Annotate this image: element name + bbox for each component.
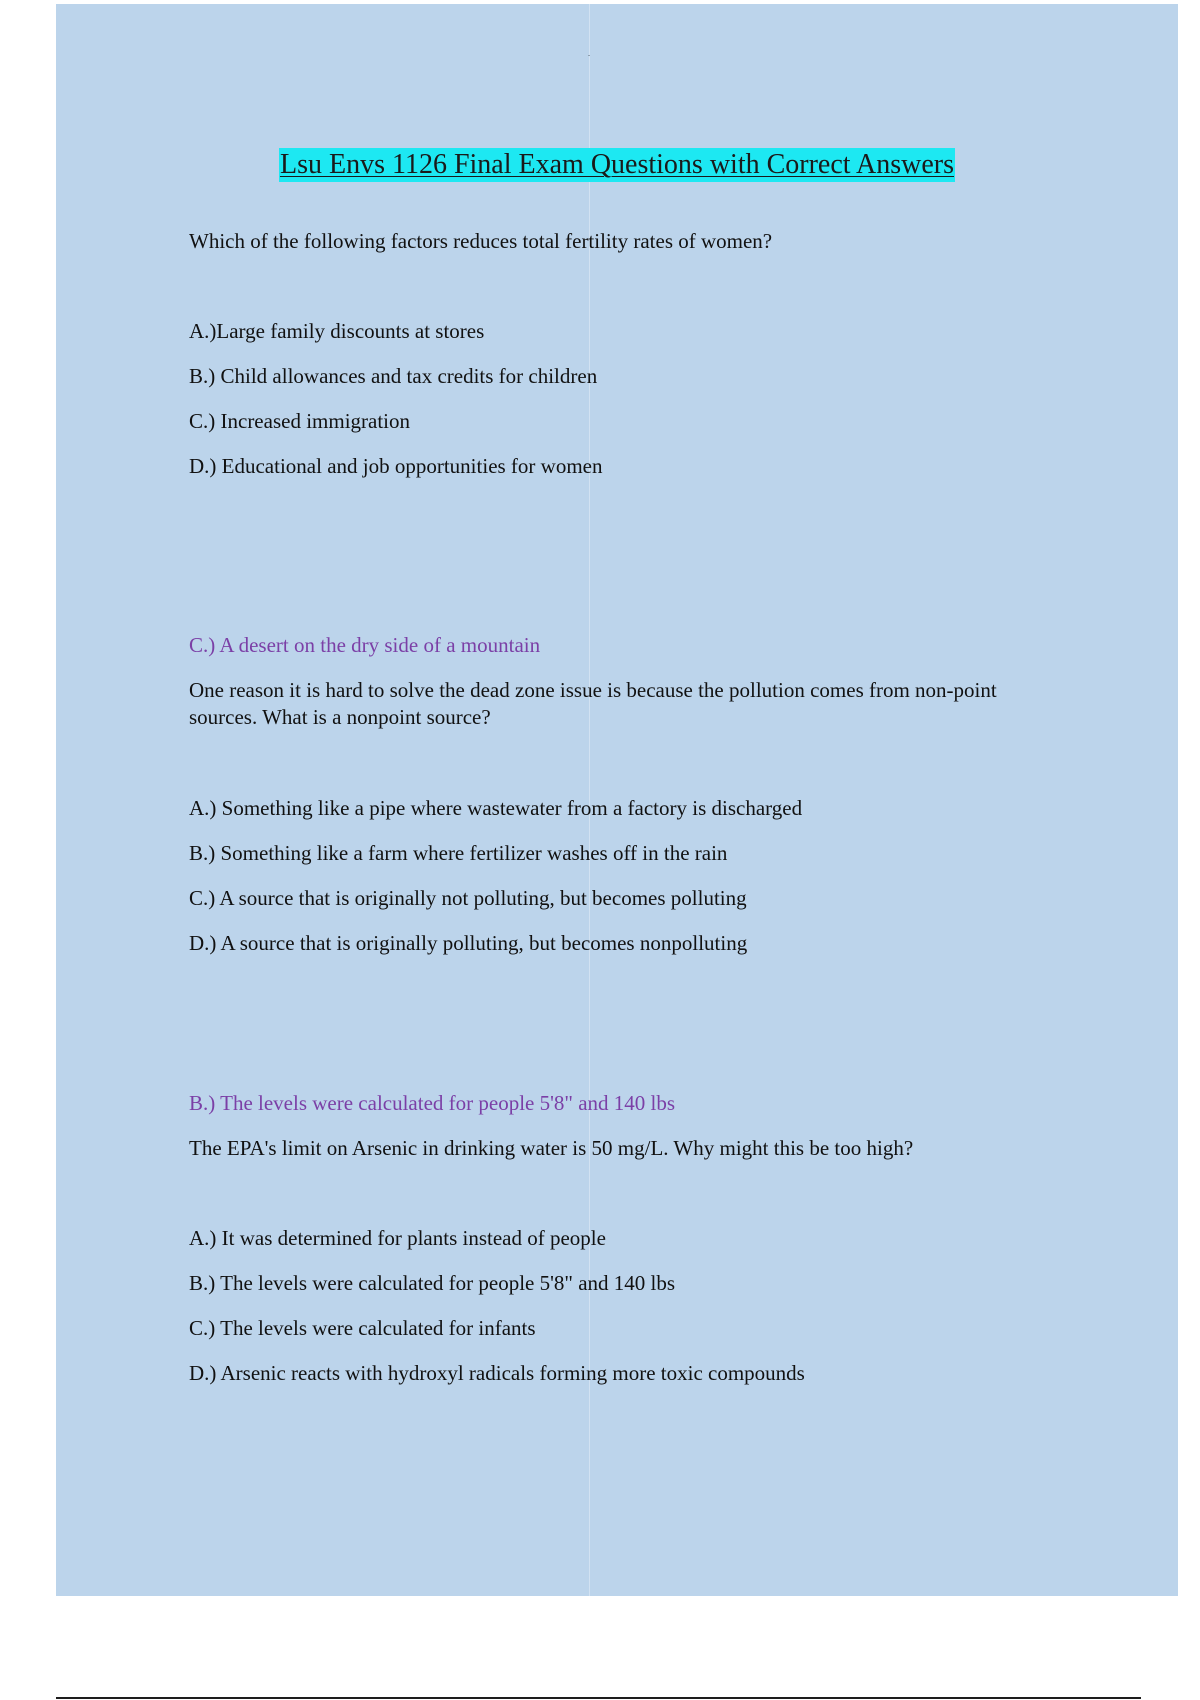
question-3-option-b: B.) The levels were calculated for people 5'8" and 140 lbs (189, 1271, 676, 1295)
question-2-option-d: D.) A source that is originally polluting, but becomes nonpolluting (189, 931, 748, 955)
footer-rule (56, 1697, 1141, 1699)
page-mark (588, 55, 590, 56)
question-1-text: Which of the following factors reduces total fertility rates of women? (189, 229, 773, 253)
question-3-text: The EPA's limit on Arsenic in drinking water is 50 mg/L. Why might this be too high? (189, 1136, 914, 1160)
answer-1: C.) A desert on the dry side of a mountain (189, 633, 541, 657)
answer-2: B.) The levels were calculated for people 5'8" and 140 lbs (189, 1091, 676, 1115)
question-3-option-d: D.) Arsenic reacts with hydroxyl radicals forming more toxic compounds (189, 1361, 805, 1385)
document-title: Lsu Envs 1126 Final Exam Questions with Correct Answers (279, 149, 954, 180)
question-1-option-a: A.)Large family discounts at stores (189, 319, 485, 343)
question-2-text: One reason it is hard to solve the dead zone issue is because the pollution comes from non-point sources. What is a nonpoint source? (189, 678, 997, 729)
title-row (0, 148, 1200, 182)
question-3-option-a: A.) It was determined for plants instead of people (189, 1226, 606, 1250)
question-2-option-c: C.) A source that is originally not polluting, but becomes polluting (189, 886, 747, 910)
question-2-option-b: B.) Something like a farm where fertilizer washes off in the rain (189, 841, 728, 865)
question-1-option-c: C.) Increased immigration (189, 409, 411, 433)
question-1-option-d: D.) Educational and job opportunities for women (189, 454, 603, 478)
question-2-option-a: A.) Something like a pipe where wastewater from a factory is discharged (189, 796, 803, 820)
question-1-option-b: B.) Child allowances and tax credits for children (189, 364, 598, 388)
question-3-option-c: C.) The levels were calculated for infants (189, 1316, 536, 1340)
